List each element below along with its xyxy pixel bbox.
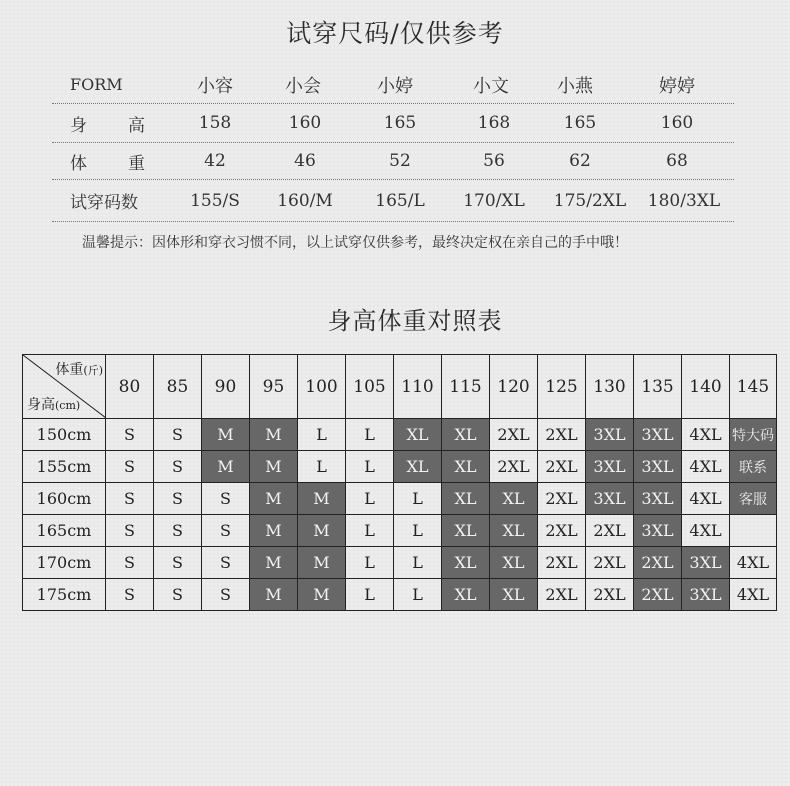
size-cell: 4XL <box>682 419 730 451</box>
model-name: 小燕 <box>557 75 593 97</box>
size-cell: S <box>106 547 154 579</box>
size-cell: L <box>346 515 394 547</box>
size-cell: S <box>202 579 250 611</box>
size-cell: M <box>298 547 346 579</box>
weight-value: 68 <box>666 151 688 171</box>
weight-header-cell: 145 <box>730 355 777 419</box>
weight-header-cell: 130 <box>586 355 634 419</box>
size-cell: 2XL <box>538 483 586 515</box>
size-cell: 4XL <box>730 579 777 611</box>
empty-cell <box>730 515 777 547</box>
weight-header-cell: 110 <box>394 355 442 419</box>
weight-header-cell: 95 <box>250 355 298 419</box>
size-cell: 3XL <box>586 483 634 515</box>
weight-header-row <box>23 355 777 419</box>
model-name: 小婷 <box>377 75 413 97</box>
height-value: 168 <box>477 113 511 133</box>
size-row <box>23 579 777 611</box>
size-cell: XL <box>442 579 490 611</box>
size-cell: S <box>154 419 202 451</box>
size-cell: XL <box>490 547 538 579</box>
weight-header-cell: 115 <box>442 355 490 419</box>
size-cell: M <box>250 451 298 483</box>
size-cell: M <box>250 419 298 451</box>
size-cell: XL <box>442 451 490 483</box>
height-value: 165 <box>563 113 597 133</box>
size-cell: S <box>106 515 154 547</box>
size-cell: 3XL <box>634 483 682 515</box>
size-cell: 3XL <box>586 451 634 483</box>
size-cell: L <box>394 579 442 611</box>
size-cell: 2XL <box>538 451 586 483</box>
size-cell: L <box>346 483 394 515</box>
size-cell: L <box>394 547 442 579</box>
size-row <box>23 451 777 483</box>
tryon-size-value: 175/2XL <box>553 190 627 211</box>
size-cell: 2XL <box>538 547 586 579</box>
size-cell: S <box>202 547 250 579</box>
size-row <box>23 547 777 579</box>
size-cell: L <box>346 419 394 451</box>
corner-cell <box>23 355 106 419</box>
special-size-cell: 客服 <box>730 483 777 515</box>
weight-label: 体 重 <box>70 153 145 174</box>
height-row-header: 155cm <box>23 451 106 483</box>
model-name: 小容 <box>197 75 233 97</box>
size-cell: S <box>106 483 154 515</box>
tryon-size-value: 170/XL <box>463 190 525 211</box>
weight-header-cell: 90 <box>202 355 250 419</box>
model-name: 小文 <box>473 75 509 97</box>
weight-header-cell: 85 <box>154 355 202 419</box>
size-cell: XL <box>442 515 490 547</box>
height-row-header: 160cm <box>23 483 106 515</box>
tryon-size-value: 180/3XL <box>647 190 721 211</box>
size-cell: M <box>202 451 250 483</box>
weight-header-cell: 135 <box>634 355 682 419</box>
size-cell: 2XL <box>538 419 586 451</box>
size-cell: XL <box>442 547 490 579</box>
special-size-cell: 特大码 <box>730 419 777 451</box>
size-cell: M <box>298 515 346 547</box>
size-cell: 3XL <box>682 547 730 579</box>
size-cell: S <box>154 483 202 515</box>
size-cell: S <box>106 451 154 483</box>
size-cell: M <box>250 547 298 579</box>
tryon-title: 试穿尺码/仅供参考 <box>286 19 504 48</box>
tryon-size-value: 155/S <box>190 190 240 211</box>
height-row <box>52 104 734 143</box>
size-cell: S <box>154 451 202 483</box>
size-row <box>23 419 777 451</box>
size-cell: S <box>106 419 154 451</box>
size-cell: 3XL <box>634 451 682 483</box>
size-cell: 2XL <box>634 547 682 579</box>
size-cell: L <box>394 483 442 515</box>
special-size-cell: 联系 <box>730 451 777 483</box>
size-cell: 4XL <box>682 451 730 483</box>
size-cell: M <box>298 579 346 611</box>
size-cell: 4XL <box>682 483 730 515</box>
model-name: 婷婷 <box>659 75 695 97</box>
size-cell: XL <box>490 515 538 547</box>
size-cell: L <box>346 547 394 579</box>
size-cell: S <box>154 579 202 611</box>
size-cell: 3XL <box>682 579 730 611</box>
weight-header-cell: 100 <box>298 355 346 419</box>
weight-header-cell: 80 <box>106 355 154 419</box>
weight-value: 46 <box>294 151 316 171</box>
height-row-header: 150cm <box>23 419 106 451</box>
height-label: 身 高 <box>70 115 145 136</box>
size-cell: M <box>250 579 298 611</box>
weight-header-cell: 105 <box>346 355 394 419</box>
tryon-size-value: 160/M <box>277 190 333 211</box>
size-cell: S <box>202 483 250 515</box>
tryon-size-label: 试穿码数 <box>70 193 138 213</box>
size-cell: XL <box>394 419 442 451</box>
tip-note: 温馨提示：因体形和穿衣习惯不同，以上试穿仅供参考，最终决定权在亲自己的手中哦！ <box>82 235 628 251</box>
height-row-header: 170cm <box>23 547 106 579</box>
height-value: 165 <box>383 113 417 133</box>
weight-value: 52 <box>389 151 411 171</box>
size-chart-table <box>22 354 777 611</box>
size-cell: M <box>202 419 250 451</box>
weight-header-cell: 140 <box>682 355 730 419</box>
size-cell: S <box>154 547 202 579</box>
size-cell: 4XL <box>682 515 730 547</box>
size-cell: M <box>250 483 298 515</box>
size-cell: S <box>154 515 202 547</box>
weight-header-cell: 125 <box>538 355 586 419</box>
size-cell: L <box>298 419 346 451</box>
size-cell: M <box>298 483 346 515</box>
size-row <box>23 483 777 515</box>
tryon-table <box>52 66 734 222</box>
weight-value: 42 <box>204 151 226 171</box>
corner-weight-label: 体重(斤) <box>55 362 103 378</box>
size-cell: XL <box>442 419 490 451</box>
size-cell: L <box>298 451 346 483</box>
weight-value: 62 <box>569 151 591 171</box>
size-cell: 3XL <box>586 419 634 451</box>
size-cell: M <box>250 515 298 547</box>
size-cell: 2XL <box>538 579 586 611</box>
height-row-header: 165cm <box>23 515 106 547</box>
model-name: 小会 <box>285 75 321 97</box>
weight-row <box>52 143 734 180</box>
form-label: FORM <box>70 75 123 94</box>
size-cell: 3XL <box>634 419 682 451</box>
tryon-header-row <box>52 66 734 104</box>
size-cell: 2XL <box>586 579 634 611</box>
size-cell: 2XL <box>538 515 586 547</box>
size-chart-title: 身高体重对照表 <box>327 307 503 335</box>
height-value: 160 <box>660 113 694 133</box>
height-row-header: 175cm <box>23 579 106 611</box>
tryon-size-row <box>52 180 734 222</box>
height-value: 158 <box>198 113 232 133</box>
size-cell: L <box>394 515 442 547</box>
tryon-size-value: 165/L <box>375 190 425 211</box>
size-cell: XL <box>490 483 538 515</box>
size-cell: 2XL <box>490 419 538 451</box>
size-cell: 3XL <box>634 515 682 547</box>
size-cell: 4XL <box>730 547 777 579</box>
weight-header-cell: 120 <box>490 355 538 419</box>
size-cell: 2XL <box>586 547 634 579</box>
height-value: 160 <box>288 113 322 133</box>
size-cell: 2XL <box>586 515 634 547</box>
size-row <box>23 515 777 547</box>
size-cell: XL <box>394 451 442 483</box>
size-cell: S <box>202 515 250 547</box>
size-cell: L <box>346 451 394 483</box>
corner-height-label: 身高(cm) <box>27 397 81 413</box>
size-cell: XL <box>442 483 490 515</box>
size-cell: XL <box>490 579 538 611</box>
size-cell: L <box>346 579 394 611</box>
size-cell: S <box>106 579 154 611</box>
size-cell: 2XL <box>634 579 682 611</box>
weight-value: 56 <box>483 151 505 171</box>
size-cell: 2XL <box>490 451 538 483</box>
